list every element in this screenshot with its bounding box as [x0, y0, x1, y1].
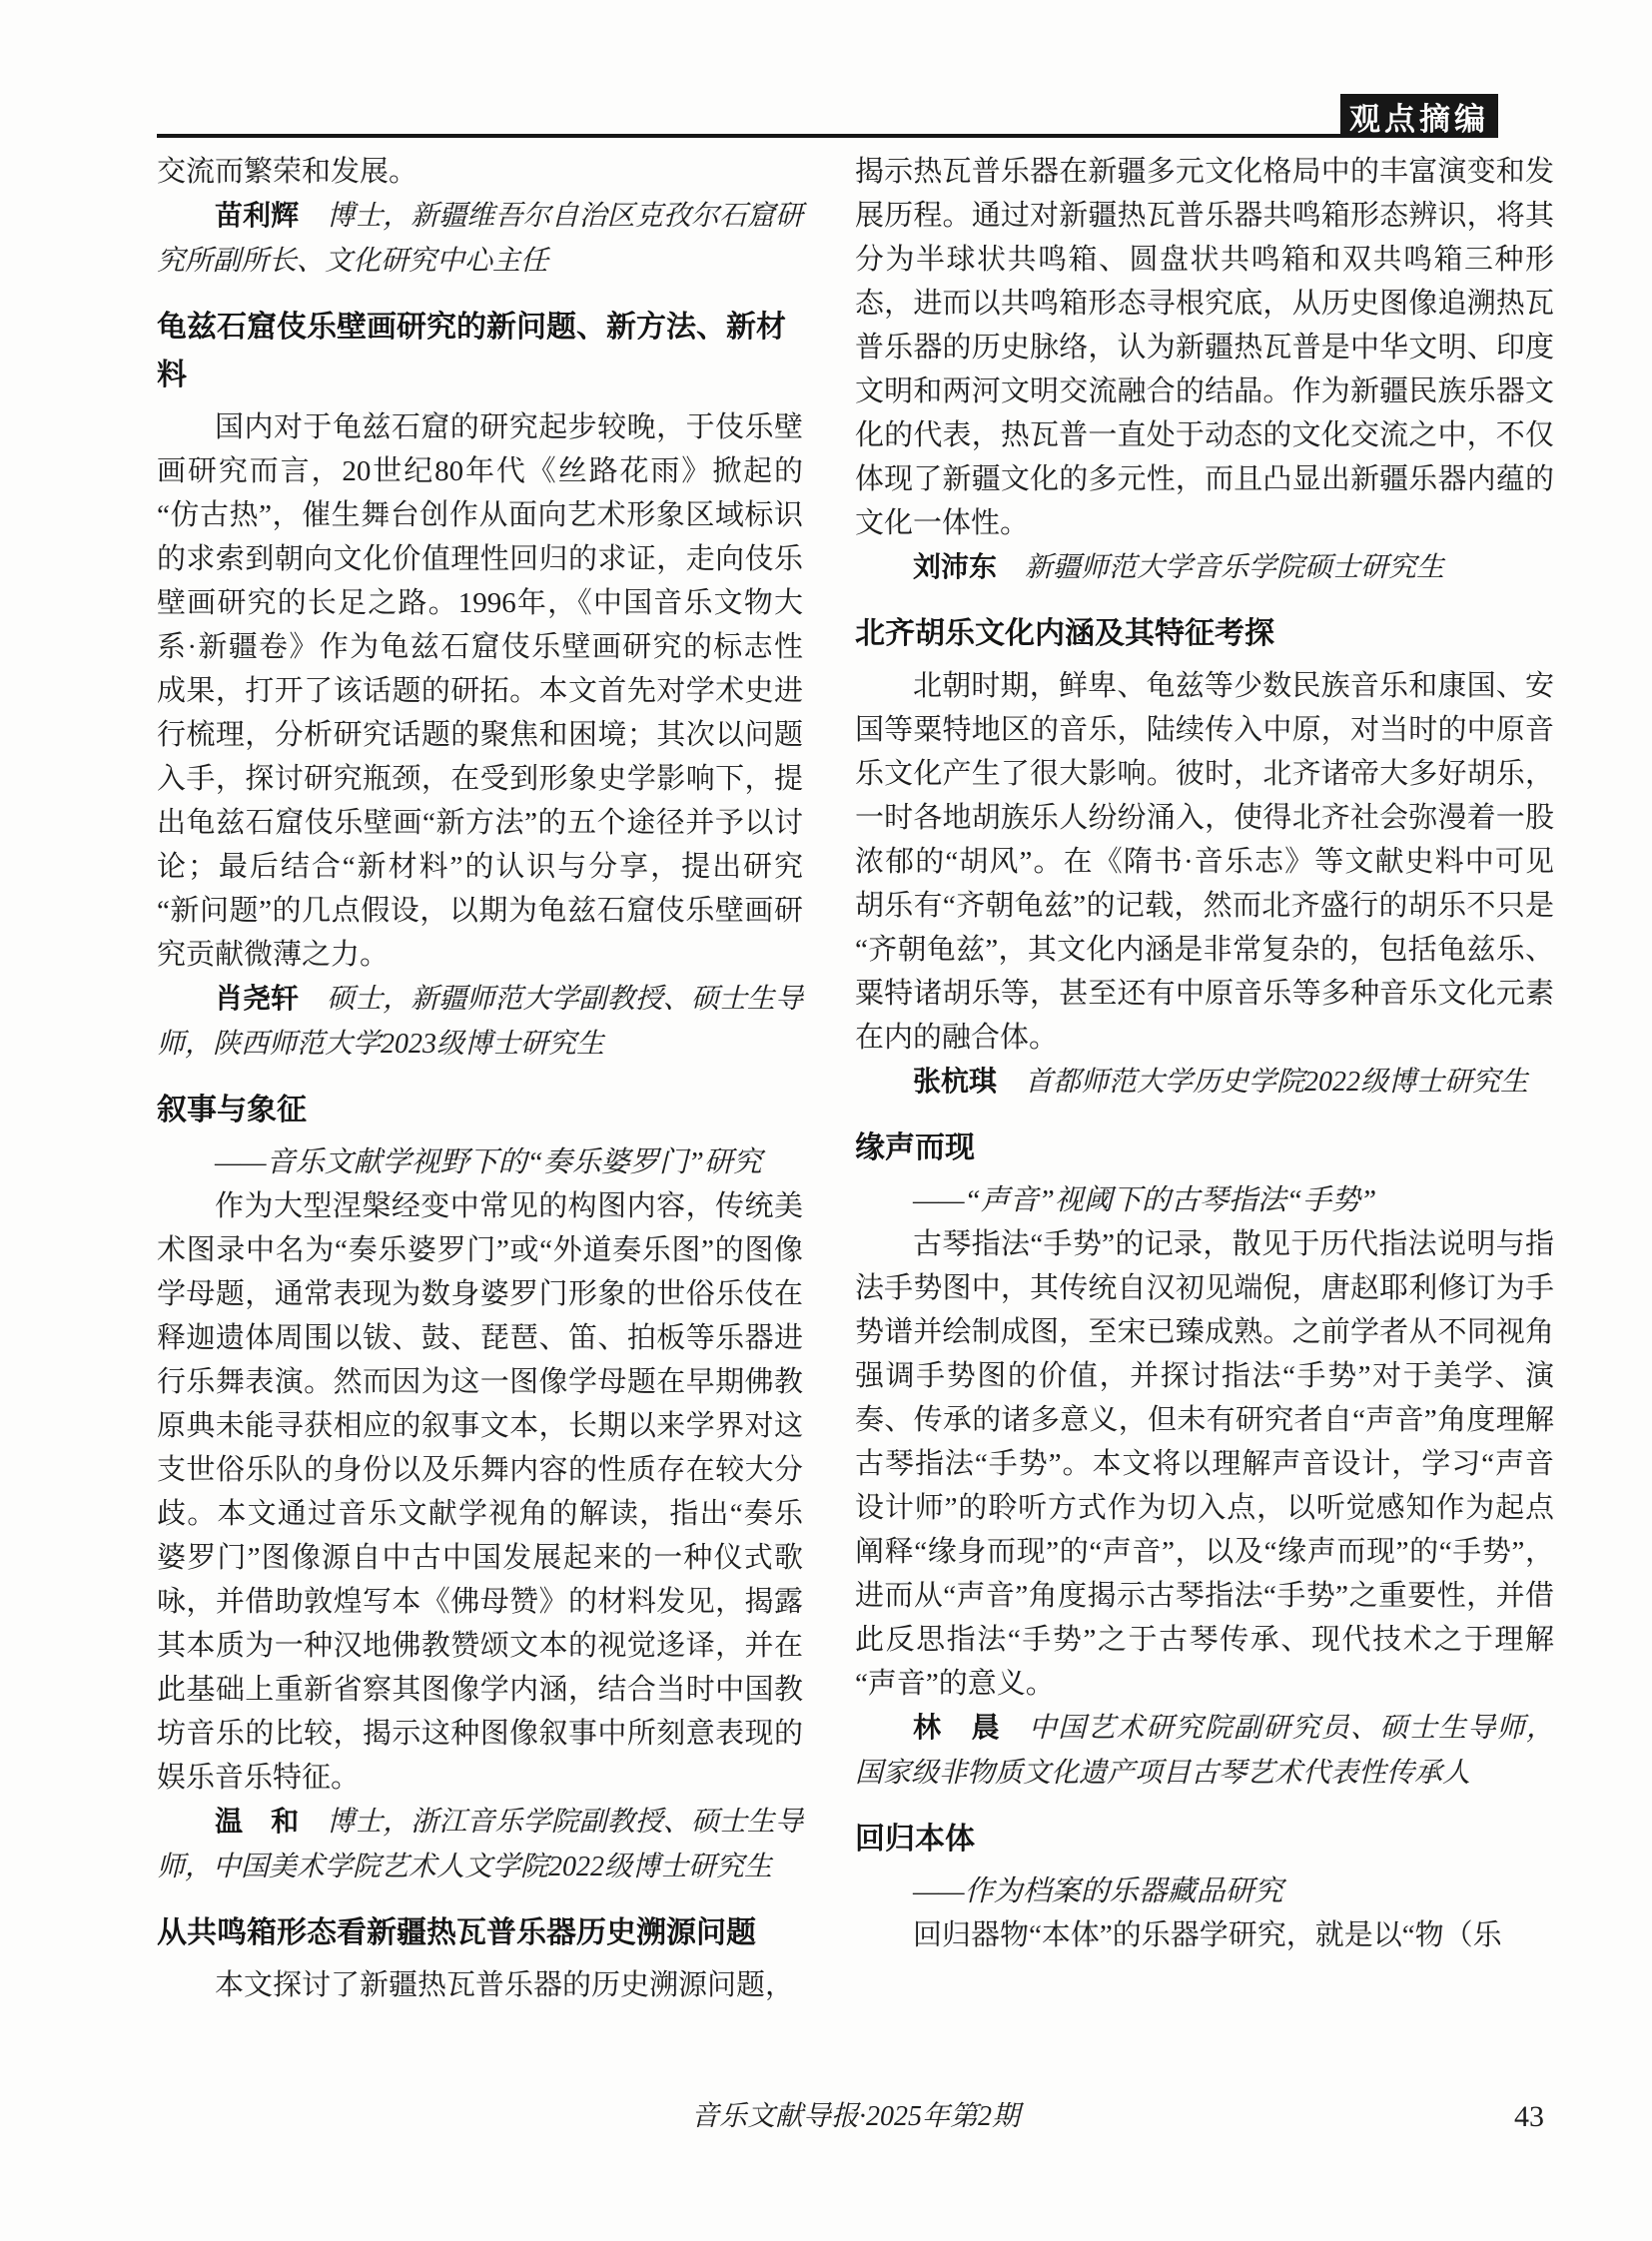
author-name: 苗利辉 [215, 200, 300, 231]
right-column [855, 150, 1554, 1957]
paragraph-continuation: 交流而繁荣和发展。 [157, 156, 418, 188]
page-number: 43 [1514, 2100, 1544, 2133]
article-abstract-block [855, 610, 1554, 1105]
article-abstract-block [855, 1124, 1554, 1796]
paragraph-continuation: 揭示热瓦普乐器在新疆多元文化格局中的丰富演变和发展历程。通过对新疆热瓦普乐器共鸣箱形态辨识，将其分为半球状共鸣箱、圆盘状共鸣箱和双共鸣箱三种形态，进而以共鸣箱形态寻根究底，从历史图像追溯热瓦普乐器的历史脉络，认为新疆热瓦普是中华文明、印度文明和两河文明交流融合的结晶。作为新疆民族乐器文化的代表，热瓦普一直处于动态的文化交流之中，不仅体现了新疆文化的多元性，而且凸显出新疆乐器内蕴的文化一体性。 [855, 156, 1554, 539]
author-affiliation: 博士，新疆维吾尔自治区克孜尔石窟研究所副所长、文化研究中心主任 [157, 201, 803, 277]
author-line [855, 1706, 1554, 1796]
author-line [157, 977, 803, 1067]
journal-name: 音乐文献导报·2025年第2期 [690, 2101, 1020, 2132]
article-title: 叙事与象征 [157, 1094, 307, 1126]
author-affiliation: 首都师范大学历史学院2022级博士研究生 [1025, 1067, 1529, 1098]
author-line [157, 194, 803, 284]
author-affiliation: 硕士，新疆师范大学副教授、硕士生导师，陕西师范大学2023级博士研究生 [157, 984, 803, 1060]
article-abstract-block [855, 1816, 1554, 1957]
article-abstract-block [157, 1909, 803, 2007]
abstract-paragraph: 国内对于龟兹石窟的研究起步较晚，于伎乐壁画研究而言，20世纪80年代《丝路花雨》掀起的“仿古热”，催生舞台创作从面向艺术形象区域标识的求索到朝向文化价值理性回归的求证，走向伎乐壁画研究的长足之路。1996年，《中国音乐文物大系·新疆卷》作为龟兹石窟伎乐壁画研究的标志性成果，打开了该话题的研拓。本文首先对学术史进行梳理，分析研究话题的聚焦和困境；其次以问题入手，探讨研究瓶颈，在受到形象史学影响下，提出龟兹石窟伎乐壁画“新方法”的五个途径并予以讨论；最后结合“新材料”的认识与分享，提出研究“新问题”的几点假设，以期为龟兹石窟伎乐壁画研究贡献微薄之力。 [157, 411, 803, 971]
section-badge: 观点摘编 [1340, 94, 1498, 138]
abstract-paragraph: 回归器物“本体”的乐器学研究，就是以“物（乐 [913, 1919, 1502, 1951]
article-title: 回归本体 [855, 1823, 975, 1856]
article-subtitle: ——“声音”视阈下的古琴指法“手势” [913, 1184, 1377, 1216]
article-subtitle: ——音乐文献学视野下的“奏乐婆罗门”研究 [215, 1146, 762, 1178]
author-name: 张杭琪 [913, 1066, 998, 1097]
article-title: 缘声而现 [855, 1131, 975, 1164]
author-line [855, 1060, 1554, 1105]
abstract-paragraph: 作为大型涅槃经变中常见的构图内容，传统美术图录中名为“奏乐婆罗门”或“外道奏乐图”的图像学母题，通常表现为数身婆罗门形象的世俗乐伎在释迦遗体周围以钹、鼓、琵琶、笛、拍板等乐器进行乐舞表演。然而因为这一图像学母题在早期佛教原典未能寻获相应的叙事文本，长期以来学界对这支世俗乐队的身份以及乐舞内容的性质存在较大分歧。本文通过音乐文献学视角的解读，指出“奏乐婆罗门”图像源自中古中国发展起来的一种仪式歌咏，并借助敦煌写本《佛母赞》的材料发见，揭露其本质为一种汉地佛教赞颂文本的视觉迻译，并在此基础上重新省察其图像学内涵，结合当时中国教坊音乐的比较，揭示这种图像叙事中所刻意表现的娱乐音乐特征。 [157, 1190, 803, 1794]
author-line [157, 1800, 803, 1889]
article-abstract-block [157, 304, 803, 1067]
article-title: 龟兹石窟伎乐壁画研究的新问题、新方法、新材料 [157, 311, 786, 391]
header-rule [157, 134, 1498, 138]
article-subtitle: ——作为档案的乐器藏品研究 [913, 1875, 1283, 1907]
article-title: 从共鸣箱形态看新疆热瓦普乐器历史溯源问题 [157, 1916, 756, 1949]
author-name: 刘沛东 [913, 551, 998, 582]
left-column [157, 150, 803, 2007]
abstract-paragraph: 本文探讨了新疆热瓦普乐器的历史溯源问题， [215, 1969, 795, 2001]
author-name: 林 晨 [913, 1712, 1001, 1743]
article-abstract-block [157, 1087, 803, 1889]
author-line [855, 545, 1554, 590]
abstract-paragraph: 北朝时期，鲜卑、龟兹等少数民族音乐和康国、安国等粟特地区的音乐，陆续传入中原，对当时的中原音乐文化产生了很大影响。彼时，北齐诸帝大多好胡乐，一时各地胡族乐人纷纷涌入，使得北齐社会弥漫着一股浓郁的“胡风”。在《隋书·音乐志》等文献史料中可见胡乐有“齐朝龟兹”的记载，然而北齐盛行的胡乐不只是“齐朝龟兹”，其文化内涵是非常复杂的，包括龟兹乐、粟特诸胡乐等，甚至还有中原音乐等多种音乐文化元素在内的融合体。 [855, 670, 1554, 1054]
author-affiliation: 新疆师范大学音乐学院硕士研究生 [1025, 552, 1445, 583]
author-affiliation: 博士，浙江音乐学院副教授、硕士生导师，中国美术学院艺术人文学院2022级博士研究生 [157, 1807, 803, 1882]
author-name: 温 和 [215, 1806, 300, 1837]
author-name: 肖尧轩 [215, 983, 300, 1014]
abstract-paragraph: 古琴指法“手势”的记录，散见于历代指法说明与指法手势图中，其传统自汉初见端倪，唐赵耶利修订为手势谱并绘制成图，至宋已臻成熟。之前学者从不同视角强调手势图的价值，并探讨指法“手势”对于美学、演奏、传承的诸多意义，但未有研究者自“声音”角度理解古琴指法“手势”。本文将以理解声音设计，学习“声音设计师”的聆听方式作为切入点，以听觉感知作为起点阐释“缘身而现”的“声音”，以及“缘声而现”的“手势”，进而从“声音”角度揭示古琴指法“手势”之重要性，并借此反思指法“手势”之于古琴传承、现代技术之于理解“声音”的意义。 [855, 1228, 1554, 1700]
article-title: 北齐胡乐文化内涵及其特征考探 [855, 617, 1274, 650]
footer [157, 2095, 1554, 2139]
author-affiliation: 中国艺术研究院副研究员、硕士生导师，国家级非物质文化遗产项目古琴艺术代表性传承人 [855, 1713, 1554, 1789]
